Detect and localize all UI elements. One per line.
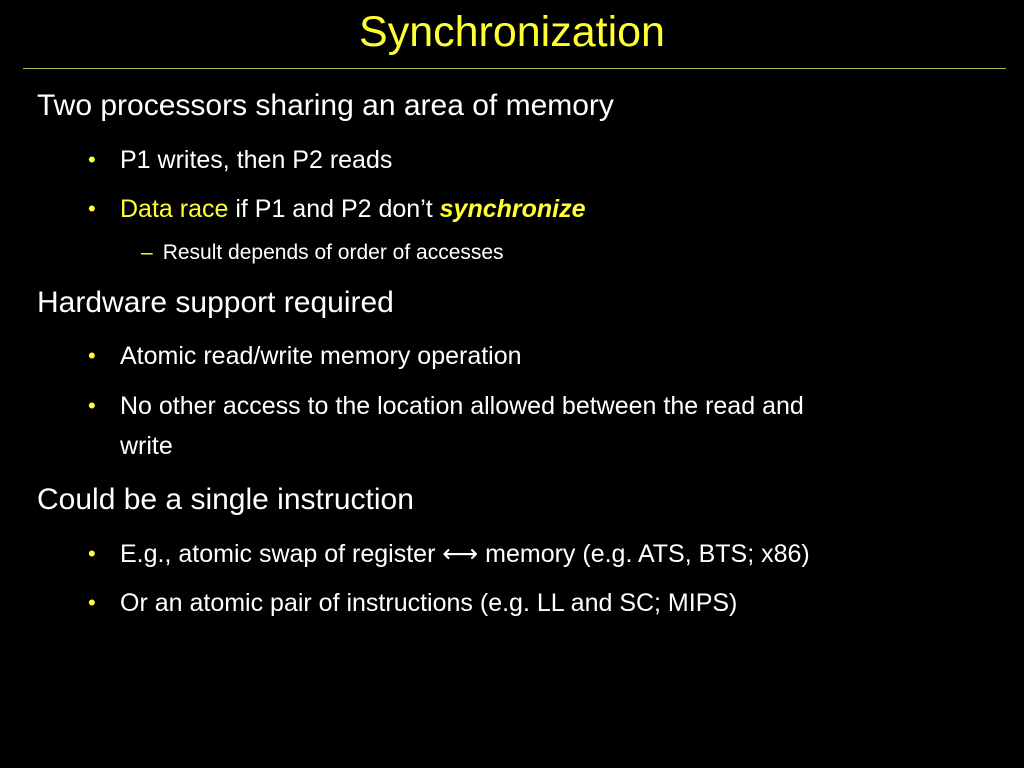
bullet-text: Or an atomic pair of instructions (e.g. LL and SC; MIPS) (120, 589, 738, 617)
bullet-icon: • (88, 590, 96, 615)
bullet-text: E.g., atomic swap of register ⟷ memory (e.g. ATS, BTS; x86) (120, 540, 810, 568)
sub-bullet-text: Result depends of order of accesses (162, 241, 504, 264)
bullet-text: Atomic read/write memory operation (120, 342, 522, 370)
synchronize-emphasis: synchronize (439, 195, 586, 223)
sub-bullet-result-depends (141, 240, 504, 266)
heading-hardware-support: Hardware support required (37, 286, 394, 319)
data-race-term: Data race (120, 195, 229, 223)
bullet-icon: • (88, 343, 96, 368)
slide-title: Synchronization (359, 8, 665, 56)
dash-icon: – (141, 241, 153, 264)
title-divider (23, 68, 1006, 69)
bullet-text-line2: write (120, 432, 173, 460)
heading-single-instruction: Could be a single instruction (37, 483, 414, 516)
bullet-icon: • (88, 541, 96, 566)
bullet-text: P1 writes, then P2 reads (120, 146, 393, 174)
data-race-middle: if P1 and P2 don’t (228, 195, 440, 223)
bullet-icon: • (88, 393, 96, 418)
heading-two-processors: Two processors sharing an area of memory (37, 89, 614, 122)
bullet-icon: • (88, 196, 96, 221)
bullet-text-line1: No other access to the location allowed between the read and (120, 392, 804, 420)
bullet-icon: • (88, 147, 96, 172)
bullet-text (120, 189, 990, 229)
